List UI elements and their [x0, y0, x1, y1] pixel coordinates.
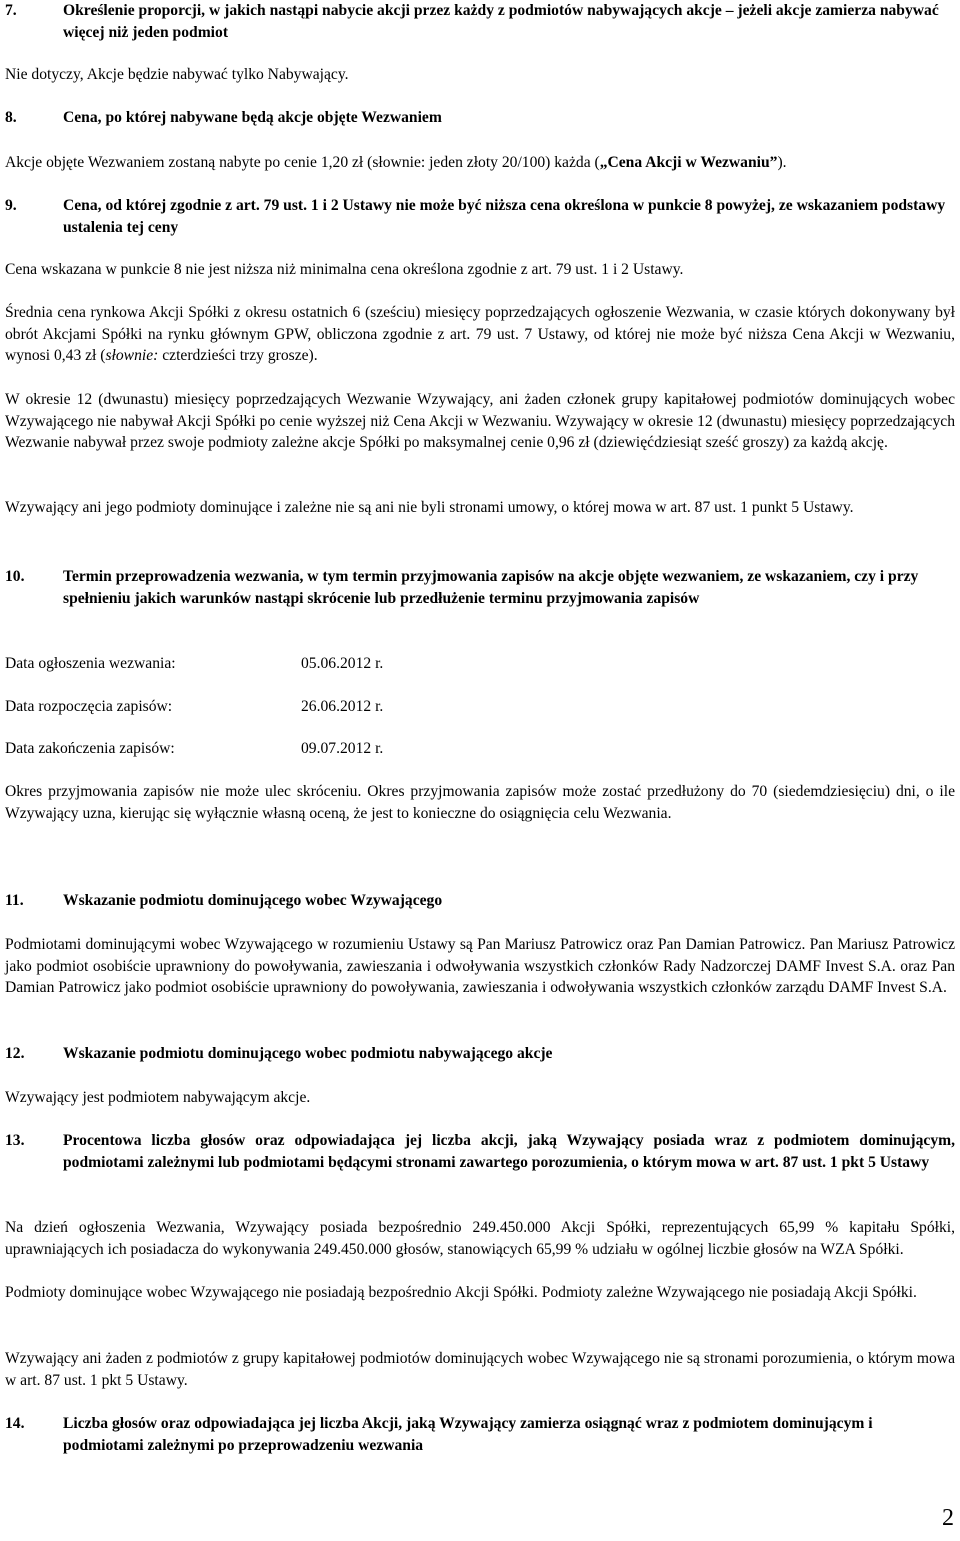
date-label: Data zakończenia zapisów:	[5, 740, 175, 757]
text-run: Akcje objęte Wezwaniem zostaną nabyte po cenie 1,20 zł (słownie: jeden złoty 20/100) każda (	[5, 154, 600, 171]
italic-run: słownie:	[105, 347, 159, 364]
section-9-heading	[5, 195, 955, 238]
section-number: 11.	[5, 892, 24, 909]
section-7-heading	[5, 0, 955, 43]
section-title: Wskazanie podmiotu dominującego wobec podmiotu nabywającego akcje	[63, 1045, 553, 1062]
section-number: 14.	[5, 1415, 25, 1432]
section-9-text-2	[5, 302, 955, 367]
section-13-text-1: Na dzień ogłoszenia Wezwania, Wzywający posiada bezpośrednio 249.450.000 Akcji Spółki, reprezentujących 65,99 % kapitału Spółki, uprawniających ich posiadacza do wykonywania 249.450.000 głosów, stanowiących 65,99 % udziału w ogólnej liczbie głosów na WZA Spółki.	[5, 1219, 955, 1258]
section-9-text-4: Wzywający ani jego podmioty dominujące i zależne nie są ani nie byli stronami umowy, o której mowa w art. 87 ust. 1 punkt 5 Ustawy.	[5, 499, 854, 516]
section-7-text: Nie dotyczy, Akcje będzie nabywać tylko Nabywający.	[5, 66, 349, 83]
section-title: Liczba głosów oraz odpowiadająca jej liczba Akcji, jaką Wzywający zamierza osiągnąć wraz z podmiotem dominującym i podmiotami zależnymi po przeprowadzeniu wezwania	[63, 1415, 873, 1454]
date-label: Data rozpoczęcia zapisów:	[5, 698, 173, 715]
date-value: 05.06.2012 r.	[301, 655, 384, 672]
date-label: Data ogłoszenia wezwania:	[5, 655, 176, 672]
page-number: 2	[942, 1505, 954, 1531]
section-10-heading	[5, 566, 955, 609]
section-9-text-1: Cena wskazana w punkcie 8 nie jest niższa niż minimalna cena określona zgodnie z art. 79 ust. 1 i 2 Ustawy.	[5, 261, 684, 278]
section-title: Cena, po której nabywane będą akcje objęte Wezwaniem	[63, 109, 442, 126]
section-11-heading	[5, 890, 955, 912]
section-number: 7.	[5, 2, 17, 19]
text-run: czterdzieści trzy grosze).	[158, 347, 318, 364]
section-13-heading	[5, 1130, 955, 1173]
section-number: 10.	[5, 568, 25, 585]
section-11-text: Podmiotami dominującymi wobec Wzywającego w rozumieniu Ustawy są Pan Mariusz Patrowicz oraz Pan Damian Patrowicz. Pan Mariusz Patrowicz jako podmiot osobiście uprawniony do powoływania, zawieszania i odwoływania wszystkich członków Rady Nadzorczej DAMF Invest S.A. oraz Pan Damian Patrowicz jako podmiot osobiście uprawniony do powoływania, zawieszania i odwoływania wszystkich członków zarządu DAMF Invest S.A.	[5, 936, 955, 996]
section-number: 8.	[5, 109, 17, 126]
section-13-text-2: Podmioty dominujące wobec Wzywającego nie posiadają bezpośrednio Akcji Spółki. Podmioty zależne Wzywającego nie posiadają Akcji Spółki.	[5, 1284, 917, 1301]
text-run: Średnia cena rynkowa Akcji Spółki z okresu ostatnich 6 (sześciu) miesięcy poprzedzających ogłoszenie Wezwania, w czasie których dokonywany był obrót Akcjami Spółki na rynku głównym GPW, obliczona zgodnie z art. 79 ust. 7 Ustawy, od której nie może być niższa Cena Akcji w Wezwaniu, wynosi 0,43 zł (	[5, 304, 955, 364]
section-14-heading	[5, 1413, 955, 1456]
section-10-text: Okres przyjmowania zapisów nie może ulec skróceniu. Okres przyjmowania zapisów może zostać przedłużony do 70 (siedemdziesięciu) dni, o ile Wzywający uzna, kierując się wyłącznie własną oceną, że jest to konieczne do osiągnięcia celu Wezwania.	[5, 783, 955, 822]
section-8-text	[5, 152, 955, 174]
text-run: ).	[777, 154, 787, 171]
defined-term: „Cena Akcji w Wezwaniu”	[599, 154, 778, 171]
section-13-text-3: Wzywający ani żaden z podmiotów z grupy kapitałowej podmiotów dominujących wobec Wzywającego nie są stronami porozumienia, o którym mowa w art. 87 ust. 1 pkt 5 Ustawy.	[5, 1350, 955, 1389]
section-title: Procentowa liczba głosów oraz odpowiadająca jej liczba akcji, jaką Wzywający posiada wraz z podmiotem dominującym, podmiotami zależnymi lub podmiotami będącymi stronami zawartego porozumienia, o którym mowa w art. 87 ust. 1 pkt 5 Ustawy	[63, 1132, 955, 1171]
date-value: 09.07.2012 r.	[301, 740, 384, 757]
section-number: 13.	[5, 1132, 25, 1149]
section-12-text: Wzywający jest podmiotem nabywającym akcje.	[5, 1089, 311, 1106]
section-title: Termin przeprowadzenia wezwania, w tym termin przyjmowania zapisów na akcje objęte wezwaniem, ze wskazaniem, czy i przy spełnieniu jakich warunków nastąpi skrócenie lub przedłużenie terminu przyjmowania zapisów	[63, 568, 919, 607]
section-title: Cena, od której zgodnie z art. 79 ust. 1 i 2 Ustawy nie może być niższa cena określona w punkcie 8 powyżej, ze wskazaniem podstawy ustalenia tej ceny	[63, 197, 946, 236]
date-value: 26.06.2012 r.	[301, 698, 384, 715]
section-12-heading	[5, 1043, 955, 1065]
section-9-text-3: W okresie 12 (dwunastu) miesięcy poprzedzających Wezwanie Wzywający, ani żaden członek grupy kapitałowej podmiotów dominujących wobec Wzywającego nie nabywał Akcji Spółki po cenie wyższej niż Cena Akcji w Wezwaniu. Wzywający w okresie 12 (dwunastu) miesięcy poprzedzających Wezwanie nabywał przez swoje podmioty zależne akcje Spółki po maksymalnej cenie 0,96 zł (dziewięćdziesiąt sześć groszy) za każdą akcję.	[5, 391, 955, 451]
section-number: 9.	[5, 197, 17, 214]
section-number: 12.	[5, 1045, 25, 1062]
section-title: Wskazanie podmiotu dominującego wobec Wzywającego	[63, 892, 443, 909]
section-title: Określenie proporcji, w jakich nastąpi nabycie akcji przez każdy z podmiotów nabywających akcje – jeżeli akcje zamierza nabywać więcej niż jeden podmiot	[63, 2, 939, 41]
section-8-heading	[5, 107, 955, 129]
